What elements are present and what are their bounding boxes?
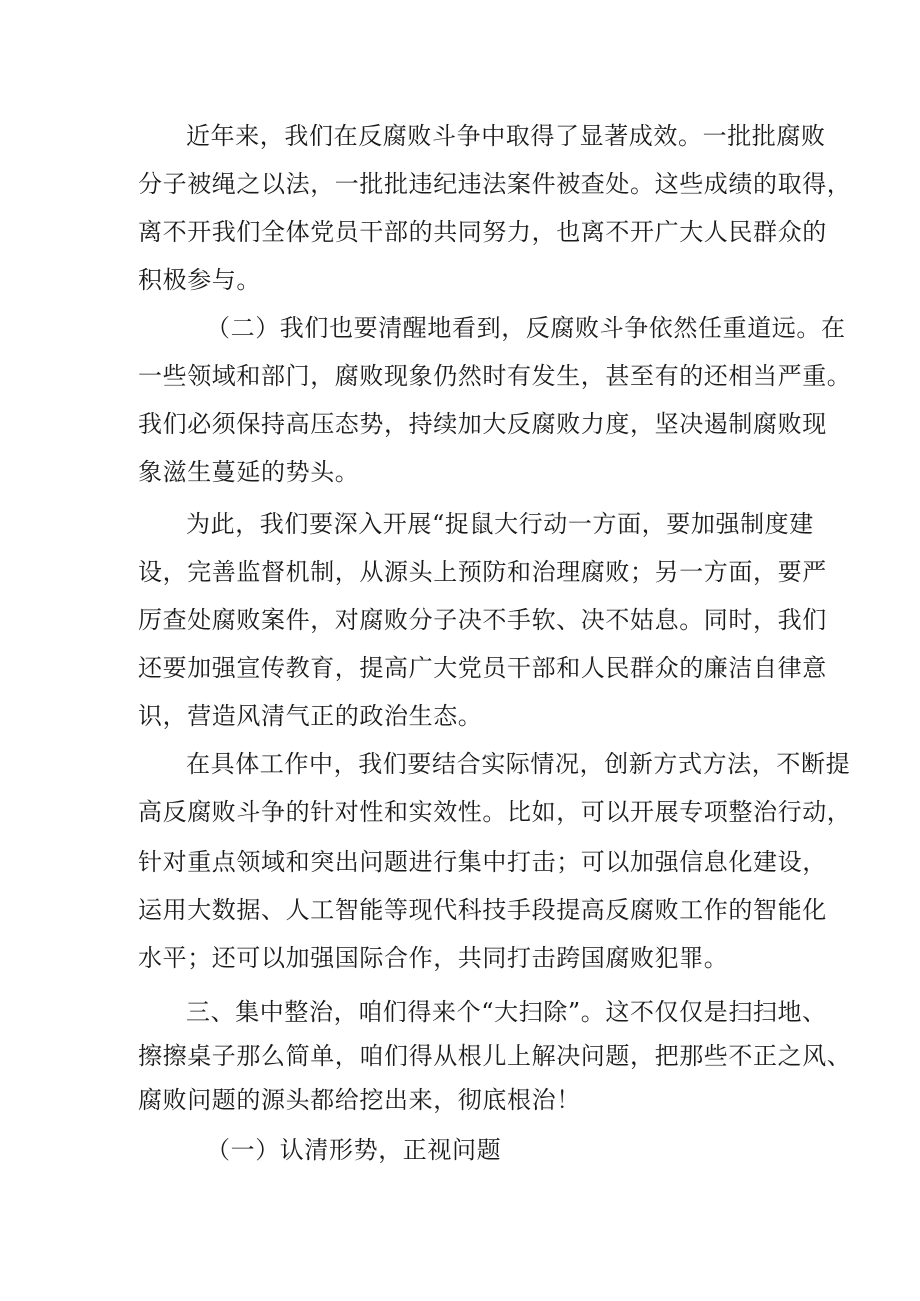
paragraph-1-line-2: 分子被绳之以法，一批批违纪违法案件被查处。这些成绩的取得， — [138, 170, 852, 198]
paragraph-4-line-3: 针对重点领域和突出问题进行集中打击；可以加强信息化建设， — [138, 848, 827, 876]
paragraph-2-line-3: 我们必须保持高压态势，持续加大反腐败力度，坚决遏制腐败现 — [138, 410, 827, 438]
paragraph-5-line-1: 三、集中整治，咱们得来个“大扫除”。这不仅仅是扫扫地、 — [186, 998, 827, 1026]
paragraph-3-line-3: 厉查处腐败案件，对腐败分子决不手软、决不姑息。同时，我们 — [138, 606, 827, 634]
paragraph-2-line-4: 象滋生蔓延的势头。 — [138, 458, 360, 486]
paragraph-1-line-4: 积极参与。 — [138, 266, 261, 294]
paragraph-3-line-5: 识，营造风清气正的政治生态。 — [138, 702, 483, 730]
paragraph-4-line-1: 在具体工作中，我们要结合实际情况，创新方式方法，不断提 — [186, 750, 851, 778]
paragraph-3-line-1: 为此，我们要深入开展“捉鼠大行动一方面，要加强制度建 — [186, 510, 814, 538]
paragraph-4-line-2: 高反腐败斗争的针对性和实效性。比如，可以开展专项整治行动， — [138, 798, 852, 826]
paragraph-5-line-2: 擦擦桌子那么简单，咱们得从根儿上解决问题，把那些不正之风、 — [138, 1042, 852, 1070]
paragraph-2-line-1: （二）我们也要清醒地看到，反腐败斗争依然任重道远。在 — [206, 314, 846, 342]
paragraph-4-line-4: 运用大数据、人工智能等现代科技手段提高反腐败工作的智能化 — [138, 896, 827, 924]
paragraph-5-line-3: 腐败问题的源头都给挖出来，彻底根治！ — [138, 1086, 581, 1114]
section-heading: （一）认清形势，正视问题 — [206, 1136, 502, 1164]
paragraph-3-line-4: 还要加强宣传教育，提高广大党员干部和人民群众的廉洁自律意 — [138, 654, 827, 682]
paragraph-1-line-1: 近年来，我们在反腐败斗争中取得了显著成效。一批批腐败 — [186, 122, 826, 150]
paragraph-2-line-2: 一些领域和部门，腐败现象仍然时有发生，甚至有的还相当严重。 — [138, 362, 852, 390]
paragraph-4-line-5: 水平；还可以加强国际合作，共同打击跨国腐败犯罪。 — [138, 944, 729, 972]
paragraph-3-line-2: 设，完善监督机制，从源头上预防和治理腐败；另一方面，要严 — [138, 558, 827, 586]
paragraph-1-line-3: 离不开我们全体党员干部的共同努力，也离不开广大人民群众的 — [138, 218, 827, 246]
